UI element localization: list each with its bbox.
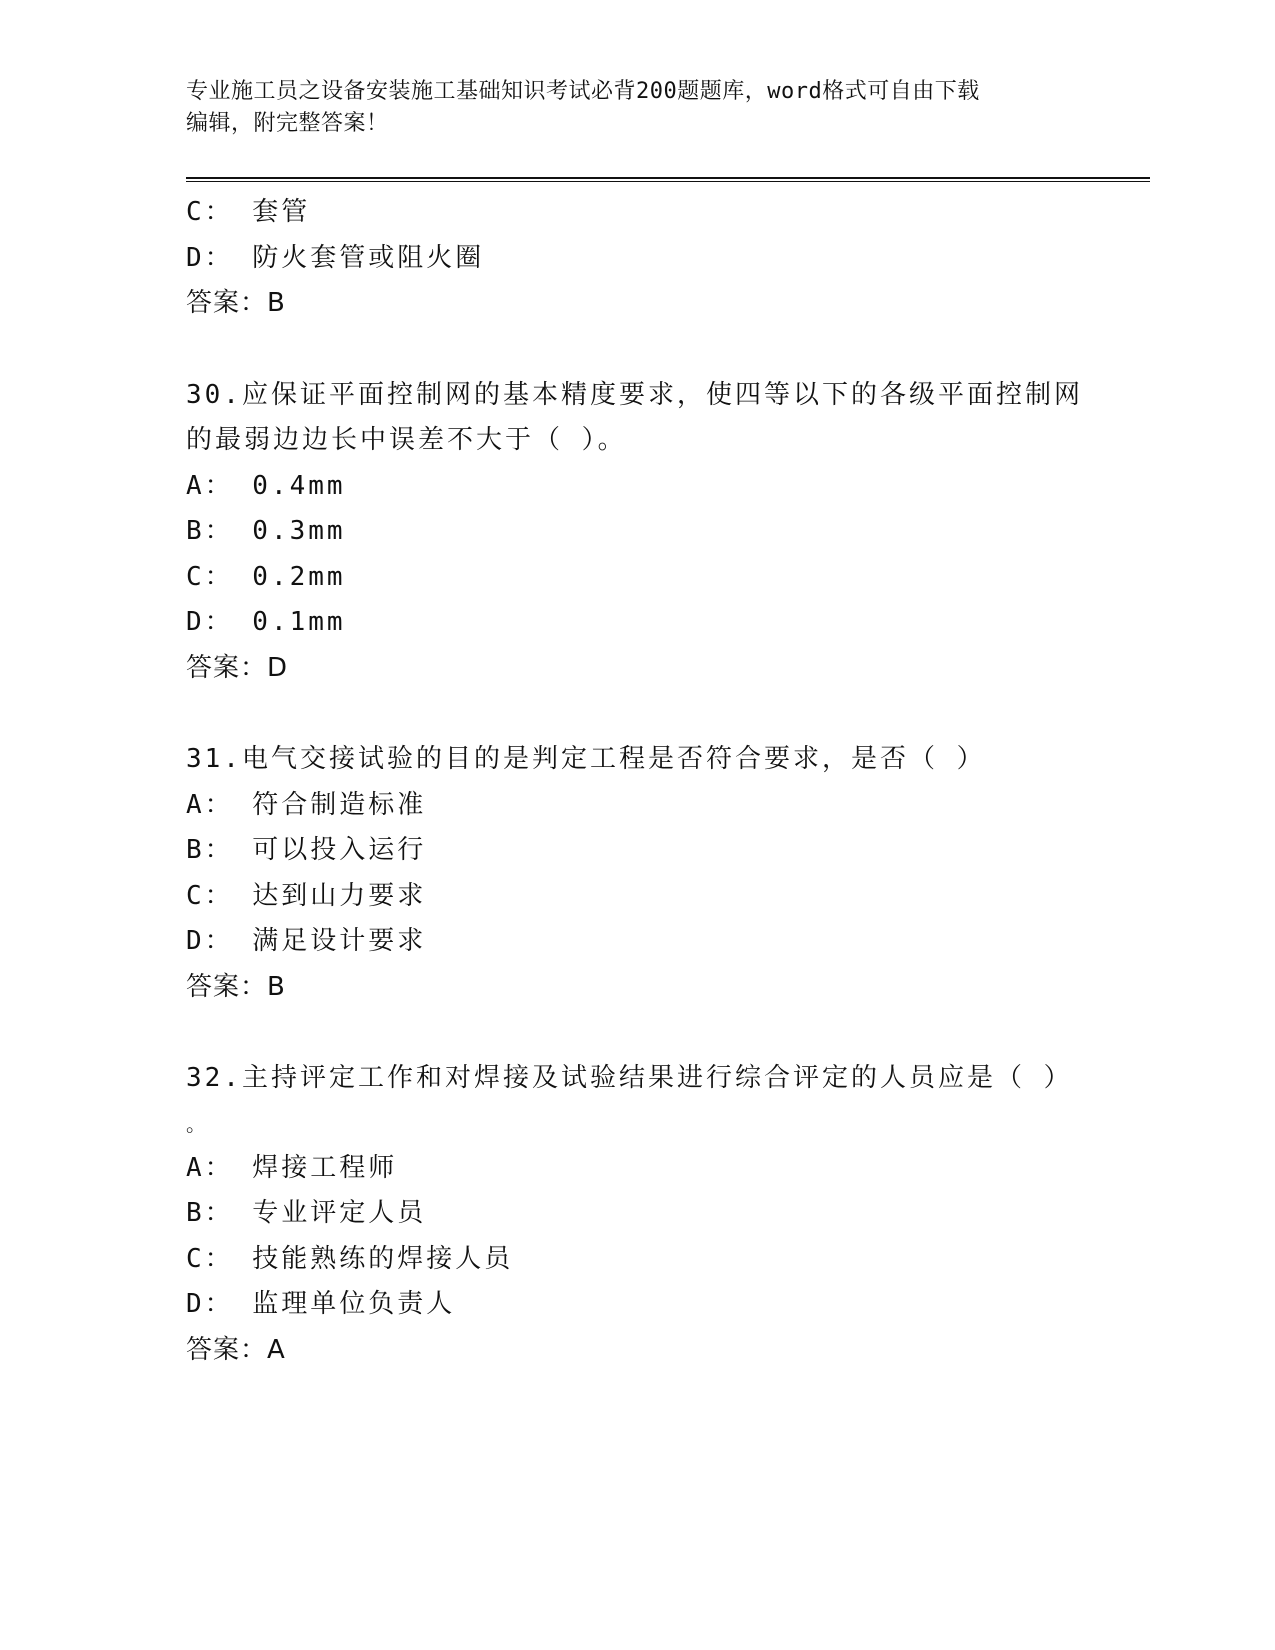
answer-line: 答案：D	[186, 652, 289, 683]
question-stem: 31.电气交接试验的目的是判定工程是否符合要求，是否（ ）	[186, 744, 986, 774]
header-title-line2: 编辑，附完整答案！	[186, 111, 389, 136]
prev-question	[186, 190, 1086, 327]
document-header	[186, 76, 1086, 140]
option-c: C： 套管	[186, 197, 311, 227]
answer-line: 答案：A	[186, 1334, 286, 1365]
option-c: C： 达到山力要求	[186, 880, 427, 911]
option-d: D： 防火套管或阻火圈	[186, 242, 485, 273]
option-b: B： 0.3mm	[186, 516, 346, 546]
option-d: D： 监理单位负责人	[186, 1289, 456, 1319]
header-title-line1: 专业施工员之设备安装施工基础知识考试必背200题题库，word格式可自由下载	[186, 79, 980, 104]
option-a: A： 焊接工程师	[186, 1152, 398, 1183]
question-stem-continued: 。	[186, 1111, 209, 1136]
question-stem: 30.应保证平面控制网的基本精度要求，使四等以下的各级平面控制网	[186, 379, 1083, 410]
option-b: B： 专业评定人员	[186, 1198, 427, 1228]
question-31	[186, 737, 1086, 1010]
option-a: A： 符合制造标准	[186, 789, 427, 820]
option-c: C： 0.2mm	[186, 561, 346, 592]
question-stem-continued: 的最弱边边长中误差不大于（ ）。	[186, 425, 627, 455]
question-30	[186, 373, 1086, 692]
option-a: A： 0.4mm	[186, 470, 346, 501]
answer-line: 答案：B	[186, 971, 286, 1002]
option-c: C： 技能熟练的焊接人员	[186, 1243, 514, 1274]
question-content	[186, 190, 1086, 1373]
option-d: D： 0.1mm	[186, 607, 346, 637]
option-d: D： 满足设计要求	[186, 926, 427, 956]
question-32	[186, 1056, 1086, 1373]
option-b: B： 可以投入运行	[186, 835, 427, 865]
answer-line: 答案：B	[186, 288, 286, 318]
header-divider	[186, 177, 1150, 182]
question-stem: 32.主持评定工作和对焊接及试验结果进行综合评定的人员应是（ ）	[186, 1063, 1073, 1093]
